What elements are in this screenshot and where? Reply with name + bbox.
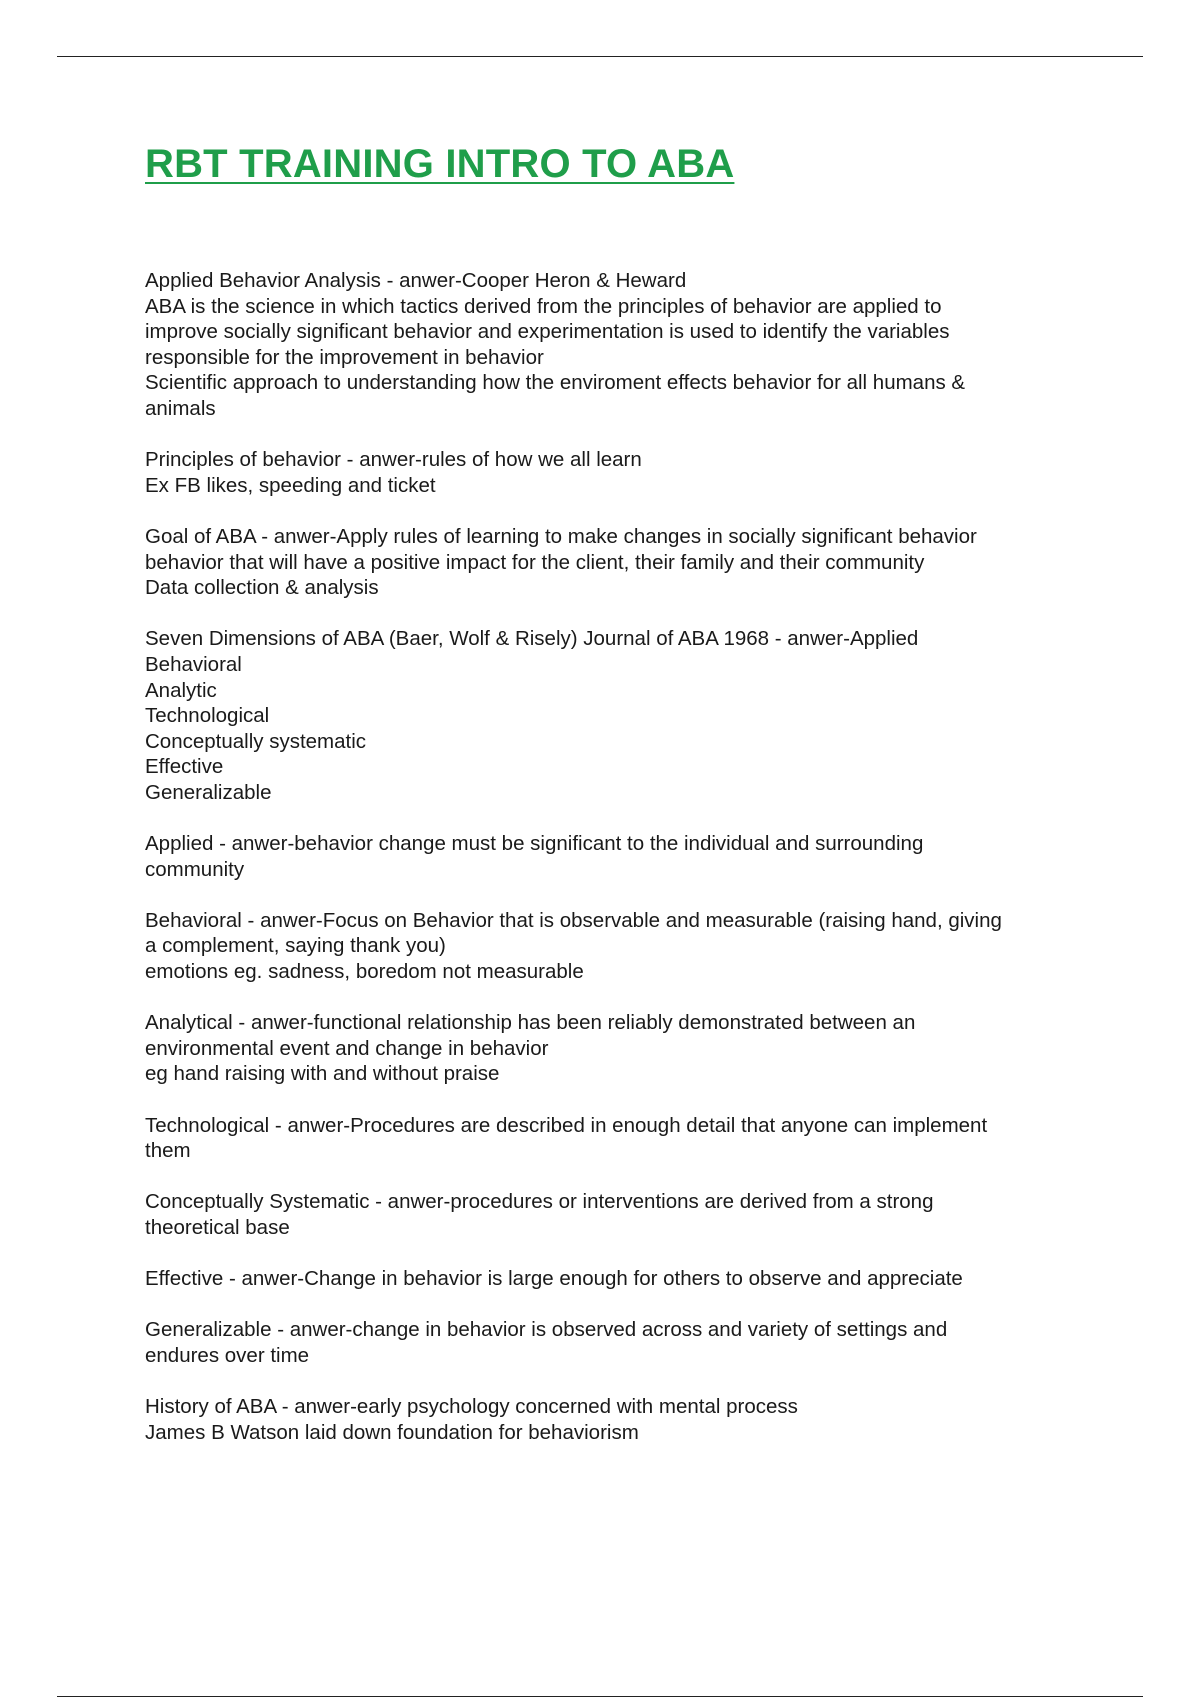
text-line: Conceptually systematic [145,729,367,753]
entry-analytical [145,1010,1085,1087]
text-line: Effective [145,755,224,779]
text-line: Seven Dimensions of ABA (Baer, Wolf & Risely) Journal of ABA 1968 - anwer-Applied [145,627,919,651]
text-line: Scientific approach to understanding how the enviroment effects behavior for all humans & [145,371,966,395]
entry-applied [145,831,1085,882]
entry-behavioral [145,908,1085,985]
text-line: animals [145,396,216,420]
text-line: environmental event and change in behavior [145,1036,549,1060]
document-body [145,268,1085,1471]
text-line: Technological - anwer-Procedures are described in enough detail that anyone can implement [145,1113,988,1137]
text-line: Analytic [145,678,217,702]
text-line: Conceptually Systematic - anwer-procedures or interventions are derived from a strong [145,1190,934,1214]
entry-effective [145,1266,1085,1292]
top-rule [57,56,1143,57]
entry-conceptually-systematic [145,1189,1085,1240]
text-line: Generalizable - anwer-change in behavior is observed across and variety of settings and [145,1318,948,1342]
text-line: community [145,857,245,881]
text-line: them [145,1139,191,1163]
entry-principles-of-behavior [145,447,1085,498]
text-line: History of ABA - anwer-early psychology concerned with mental process [145,1395,798,1419]
text-line: behavior that will have a positive impact for the client, their family and their community [145,550,925,574]
text-line: Principles of behavior - anwer-rules of how we all learn [145,448,642,472]
entry-history-of-aba [145,1394,1085,1445]
text-line: eg hand raising with and without praise [145,1062,500,1086]
text-line: Ex FB likes, speeding and ticket [145,473,436,497]
text-line: ABA is the science in which tactics derived from the principles of behavior are applied to [145,294,942,318]
text-line: Applied - anwer-behavior change must be significant to the individual and surrounding [145,832,924,856]
entry-technological [145,1113,1085,1164]
entry-seven-dimensions [145,626,1085,805]
text-line: emotions eg. sadness, boredom not measurable [145,960,584,984]
entry-goal-of-aba [145,524,1085,601]
text-line: a complement, saying thank you) [145,934,446,958]
bottom-rule [57,1696,1143,1697]
text-line: Goal of ABA - anwer-Apply rules of learning to make changes in socially significant behavior [145,524,977,548]
text-line: Behavioral [145,652,242,676]
text-line: endures over time [145,1343,310,1367]
text-line: Effective - anwer-Change in behavior is large enough for others to observe and appreciate [145,1267,963,1291]
text-line: Data collection & analysis [145,576,379,600]
text-line: Technological [145,704,270,728]
page-title: RBT TRAINING INTRO TO ABA [145,142,735,186]
text-line: Behavioral - anwer-Focus on Behavior that is observable and measurable (raising hand, giving [145,908,1002,932]
text-line: improve socially significant behavior and experimentation is used to identify the variables [145,320,950,344]
text-line: responsible for the improvement in behavior [145,345,544,369]
text-line: theoretical base [145,1215,290,1239]
entry-generalizable [145,1317,1085,1368]
text-line: Analytical - anwer-functional relationship has been reliably demonstrated between an [145,1011,916,1035]
entry-applied-behavior-analysis [145,268,1085,422]
text-line: James B Watson laid down foundation for behaviorism [145,1420,639,1444]
text-line: Applied Behavior Analysis - anwer-Cooper Heron & Heward [145,269,687,292]
text-line: Generalizable [145,780,272,804]
